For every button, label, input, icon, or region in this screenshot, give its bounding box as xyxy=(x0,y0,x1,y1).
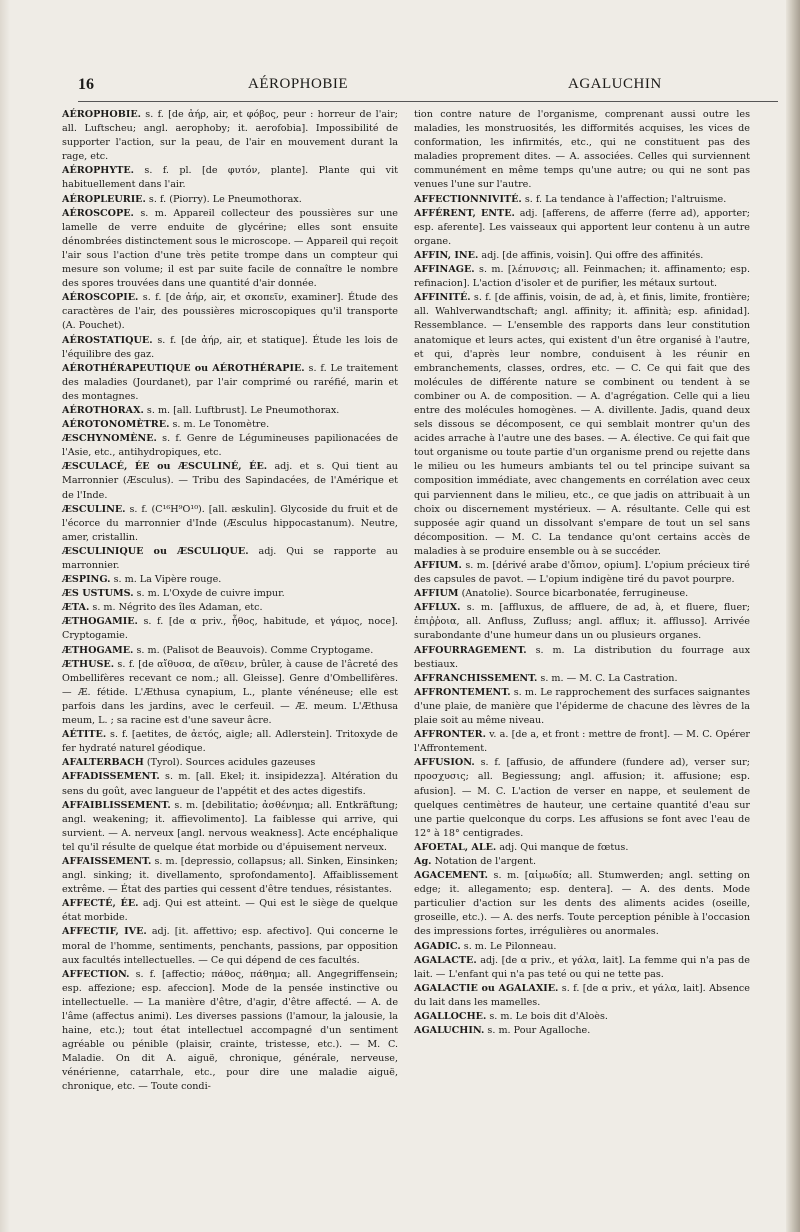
dictionary-entry xyxy=(414,869,750,939)
entry-definition: s. f. [de ἀήρ, air, et σκοπεῖν, examiner]. Étude des caractères de l'air, des poussières microscopiques qu'il transporte (A. Pouchet). xyxy=(62,292,398,332)
entry-definition: s. m. Le Tonomètre. xyxy=(172,419,270,431)
running-header xyxy=(48,76,778,98)
book-spine-edge xyxy=(786,0,800,1232)
dictionary-entry xyxy=(62,404,398,418)
entry-headword: AFFIN, INE. xyxy=(414,249,479,261)
entry-headword: AFALTERBACH xyxy=(62,757,144,769)
entry-definition: s. f. [de ἀήρ, air, et φόβος, peur : horreur de l'air; all. Luftscheu; angl. aerophoby; it. aerofobia]. Impossibilité de supporter l'action, sur la peau, de l'air en mouvement durant la rage, etc. xyxy=(62,109,398,163)
entry-headword: AFFUSION. xyxy=(414,757,475,769)
entry-definition: s. f. (C¹⁶H⁹O¹⁰). [all. æskulin]. Glycoside du fruit et de l'écorce du marronnier d'Inde (Æsculus hippocastanum). Neutre, amer, cristallin. xyxy=(62,503,398,543)
dictionary-entry xyxy=(62,756,398,770)
dictionary-entry xyxy=(414,841,750,855)
page-left-edge xyxy=(0,0,10,1232)
entry-definition: s. m. La distribution du fourrage aux bestiaux. xyxy=(414,644,750,670)
dictionary-entry xyxy=(414,559,750,587)
dictionary-entry xyxy=(62,545,398,573)
dictionary-entry xyxy=(62,644,398,658)
entry-headword: ÆSCULINE. xyxy=(62,503,126,515)
entry-definition: s. m. [λέπυνσις; all. Feinmachen; it. affinamento; esp. refinacion]. L'action d'isoler et de purifier, les métaux surtout. xyxy=(414,264,750,290)
entry-definition: s. m. Le bois dit d'Aloès. xyxy=(489,1011,608,1022)
entry-definition: s. f. (Piorry). Le Pneumothorax. xyxy=(148,193,302,205)
entry-headword: AÉROTONOMÈTRE. xyxy=(62,419,170,431)
entry-definition: s. f. [de αἴθυσα, de αἴθειν, brûler, à cause de l'âcreté des Ombellifères recevant ce nom.; all. Gleisse]. Genre d'Ombellifères. — Æ. fétide. L'Æthusa cynapium, L., plante vénéneuse; elle est parfois dans les jardins, avec le cerfeuil. — Æ. meum. L'Æthusa meum, L. ; sa racine est d'une saveur âcre. xyxy=(62,658,398,727)
entry-definition: adj. Qui se rapporte au marronnier. xyxy=(62,545,398,571)
entry-definition: s. m. Le Pilonneau. xyxy=(463,940,557,952)
entry-definition: s. m. Pour Agalloche. xyxy=(487,1025,591,1037)
dictionary-entry xyxy=(62,770,398,798)
dictionary-entry xyxy=(62,460,398,502)
dictionary-entry xyxy=(62,334,398,362)
entry-headword: ÆTHUSE. xyxy=(62,658,115,670)
dictionary-entry xyxy=(414,728,750,756)
entry-headword: AFFRONTEMENT. xyxy=(414,686,511,698)
entry-headword: AFOETAL, ALE. xyxy=(414,841,497,853)
entry-headword: AFFECTION. xyxy=(62,968,130,980)
left-running-head: AÉROPHOBIE xyxy=(248,76,349,92)
dictionary-entry xyxy=(414,954,750,982)
entry-headword: AFFADISSEMENT. xyxy=(62,771,160,783)
right-running-head: AGALUCHIN xyxy=(568,76,662,92)
dictionary-entry xyxy=(414,686,750,728)
header-rule xyxy=(78,101,778,102)
dictionary-entry xyxy=(62,897,398,925)
entry-definition: s. m. — M. C. La Castration. xyxy=(540,672,678,684)
entry-headword: AGALACTE. xyxy=(414,954,477,966)
entry-definition: s. m. [dérivé arabe d'ὄπιον, opium]. L'opium précieux tiré des capsules de pavot. — L'opium indigène tiré du pavot pourpre. xyxy=(414,560,750,586)
dictionary-entry xyxy=(62,799,398,855)
entry-headword: ÆTA. xyxy=(62,602,90,614)
entry-headword: AÉROPHOBIE. xyxy=(62,109,141,120)
dictionary-entry xyxy=(62,573,398,587)
dictionary-entry xyxy=(62,164,398,192)
entry-headword: AÉROSCOPIE. xyxy=(62,292,139,304)
entry-headword: AFFIUM xyxy=(414,588,459,600)
dictionary-entry xyxy=(62,658,398,728)
entry-headword: ÆS USTUMS. xyxy=(62,588,134,600)
entry-definition: s. m. La Vipère rouge. xyxy=(113,574,222,586)
entry-definition: s. f. [affusio, de affundere (fundere ad), verser sur; προσχυσις; all. Begiessung; angl. affusion; it. affusione; esp. afusion]. — M. C. L'action de verser en nappe, et seulement de quelques centimètres de hauteur, une certaine quantité d'eau sur une partie quelconque du corps. Les affusions se font avec l'eau de 12° à 18° centigrades. xyxy=(414,757,750,839)
entry-headword: AÉTITE. xyxy=(62,729,107,741)
dictionary-entry xyxy=(62,601,398,615)
left-column xyxy=(62,108,398,1095)
entry-headword: AFFINITÉ. xyxy=(414,292,471,304)
dictionary-entry xyxy=(62,193,398,207)
entry-headword: AGADIC. xyxy=(414,940,461,952)
entry-definition: adj. Qui manque de fœtus. xyxy=(499,841,629,853)
entry-headword: AGALUCHIN. xyxy=(414,1025,485,1037)
entry-headword: AFFRANCHISSEMENT. xyxy=(414,672,538,684)
dictionary-entry xyxy=(414,940,750,954)
dictionary-entry xyxy=(414,601,750,643)
entry-definition: s. f. [de ἀήρ, air, et statique]. Étude les lois de l'équilibre des gaz. xyxy=(62,334,398,360)
dictionary-entry xyxy=(414,756,750,841)
dictionary-entry xyxy=(62,108,398,164)
entry-headword: AGALACTIE ou AGALAXIE. xyxy=(414,982,559,994)
dictionary-entry xyxy=(414,672,750,686)
entry-definition: s. f. [aetites, de ἀετός, aigle; all. Adlerstein]. Tritoxyde de fer hydraté naturel géodique. xyxy=(62,729,398,755)
entry-headword: AFFLUX. xyxy=(414,602,461,614)
dictionary-entry xyxy=(414,587,750,601)
entry-definition: s. m. [depressio, collapsus; all. Sinken, Einsinken; angl. sinking; it. divellamento, sprofondamento]. Affaiblissement extrême. — État des parties qui cessent d'être tendues, résistantes. xyxy=(62,855,398,896)
dictionary-entry xyxy=(62,855,398,897)
entry-definition: s. m. [αἱμωδία; all. Stumwerden; angl. setting on edge; it. allegamento; esp. dentera]. — A. des dents. Mode particulier d'action sur les dents des aliments acides (oseille, groseille, etc.). — A. des nerfs. Toute perception pénible à l'occasion des impressions fortes, irrégulières ou anormales. xyxy=(414,870,750,938)
entry-definition: (Tyrol). Sources acidules gazeuses xyxy=(146,757,316,769)
entry-headword: AFFECTÉ, ÉE. xyxy=(62,898,139,910)
entry-definition: Notation de l'argent. xyxy=(434,855,537,867)
entry-definition: s. m. Le rapprochement des surfaces saignantes d'une plaie, de manière que l'épiderme de chacune des lèvres de la plaie soit au même niveau. xyxy=(414,686,751,727)
right-column xyxy=(414,108,750,1038)
dictionary-entry xyxy=(414,108,750,193)
dictionary-entry xyxy=(62,362,398,404)
dictionary-entry xyxy=(414,263,750,291)
entry-headword: AÉROPHYTE. xyxy=(62,165,135,177)
entry-definition: s. f. La tendance à l'affection; l'altruisme. xyxy=(524,193,727,205)
entry-definition: adj. [de affinis, voisin]. Qui offre des affinités. xyxy=(481,249,704,261)
dictionary-entry xyxy=(62,291,398,333)
entry-headword: AFFRONTER. xyxy=(414,729,486,741)
entry-definition: s. m. [debilitatio; ἀσθένημα; all. Entkräftung; angl. weakening; it. affievolimento]. La faiblesse qui arrive, qui survient. — A. nerveux [angl. nervous weakness]. Acte encéphalique tel qu'il résulte de quelque état morbide ou d'épuisement nerveux. xyxy=(62,799,398,853)
entry-headword: ÆSCHYNOMÈNE. xyxy=(62,433,157,445)
entry-headword: AÉROSTATIQUE. xyxy=(62,334,153,346)
dictionary-entry xyxy=(62,418,398,432)
entry-definition: (Anatolie). Source bicarbonatée, ferrugineuse. xyxy=(461,588,689,600)
entry-definition: s. f. Le traitement des maladies (Jourdanet), par l'air comprimé ou raréfié, marin et des montagnes. xyxy=(62,362,398,402)
entry-definition: s. f. pl. [de φυτόν, plante]. Plante qui vit habituellement dans l'air. xyxy=(62,165,398,191)
entry-headword: AFFAIBLISSEMENT. xyxy=(62,799,171,811)
dictionary-entry xyxy=(414,193,750,207)
page-number: 16 xyxy=(78,76,94,93)
dictionary-entry xyxy=(62,968,398,1095)
entry-definition: s. f. Genre de Légumineuses papilionacées de l'Asie, etc., antihydropiques, etc. xyxy=(62,433,398,459)
entry-definition: adj. [de α priv., et γάλα, lait]. La femme qui n'a pas de lait. — L'enfant qui n'a pas teté ou qui ne tette pas. xyxy=(414,954,750,980)
entry-definition: s. f. [de α priv., et γάλα, lait]. Absence du lait dans les mamelles. xyxy=(414,982,750,1008)
entry-headword: AÉROTHÉRAPEUTIQUE ou AÉROTHÉRAPIE. xyxy=(62,362,305,374)
dictionary-entry xyxy=(62,432,398,460)
entry-definition: adj. Qui est atteint. — Qui est le siège de quelque état morbide. xyxy=(62,898,398,924)
entry-headword: ÆSCULACÉ, ÉE ou ÆSCULINÉ, ÉE. xyxy=(62,461,268,473)
dictionary-entry xyxy=(414,1024,750,1038)
entry-definition: adj. et s. Qui tient au Marronnier (Æsculus). — Tribu des Sapindacées, de l'Amérique et de l'Inde. xyxy=(62,461,398,501)
dictionary-entry xyxy=(414,207,750,249)
entry-definition: s. m. [all. Luftbrust]. Le Pneumothorax. xyxy=(146,404,340,416)
dictionary-entry xyxy=(414,855,750,869)
entry-definition: v. a. [de a, et front : mettre de front]. — M. C. Opérer l'Affrontement. xyxy=(414,729,750,755)
entry-definition: s. m. Appareil collecteur des poussières sur une lamelle de verre enduite de glycérine; elles sont ensuite dénombrées distinctement sous le microscope. — Appareil qui reçoit l'air sous l'action d'une très petite trompe dans un compteur qui mesure son volume; il est par suite facile de connaître le nombre des spores trouvées dans une quantité d'air donnée. xyxy=(62,207,398,290)
entry-definition: s. m. [all. Ekel; it. insipidezza]. Altération du sens du goût, avec langueur de l'appétit et des actes digestifs. xyxy=(62,771,398,797)
entry-headword: ÆSPING. xyxy=(62,574,111,586)
entry-headword: AFFECTIF, IVE. xyxy=(62,926,147,938)
entry-headword: AÉROTHORAX. xyxy=(62,404,144,416)
entry-headword: AFFÉRENT, ENTE. xyxy=(414,207,515,219)
dictionary-entry xyxy=(414,291,750,559)
entry-headword: AGALLOCHE. xyxy=(414,1011,487,1022)
entry-headword: ÆSCULINIQUE ou ÆSCULIQUE. xyxy=(62,545,249,557)
entry-definition: s. f. [de α priv., ἦθος, habitude, et γάμος, noce]. Cryptogamie. xyxy=(62,616,398,642)
dictionary-entry xyxy=(62,728,398,756)
entry-definition: s. f. [affectio; πάθος, πάθημα; all. Angegriffensein; esp. affezione; esp. afeccion]. Mode de la pensée instinctive ou intellectuelle. — La manière d'être, d'agir, d'être affecté. — A. de l'âme (affectus animi). Les diverses passions (l'amour, la jalousie, la haine, etc.); tout état intellectuel accompagné d'un sentiment agréable ou pénible (plaisir, crainte, tristesse, etc.). — M. C. Maladie. On dit A. aiguë, chronique, générale, nerveuse, vénérienne, catarrhale, etc., pour dire une maladie aiguë, chronique, etc. — Toute condi- xyxy=(62,968,398,1093)
dictionary-entry xyxy=(62,925,398,967)
dictionary-entry xyxy=(414,644,750,672)
entry-definition: adj. [it. affettivo; esp. afectivo]. Qui concerne le moral de l'homme, sentiments, penchants, passions, par opposition aux facultés intellectuelles. — Ce qui dépend de ces facultés. xyxy=(62,926,398,966)
dictionary-entry xyxy=(414,249,750,263)
dictionary-entry xyxy=(414,1010,750,1024)
entry-definition: s. f. [de affinis, voisin, de ad, à, et finis, limite, frontière; all. Wahlverwandtschaft; angl. affinity; it. affinità; esp. afinidad]. Ressemblance. — L'ensemble des rapports dans leur constitution anatomique et leurs actes, qui existent d'un être organisé à l'autre, et qui, d'après leur nombre, conduisent à les réunir en embranchements, classes, ordres, etc. — C. Ce qui fait que des molécules de différente nature se combinent ou tendent à se combiner ou A. de composition. — A. d'agrégation. Celle qui a lieu entre des molécules homogènes. — A. divillente. Jadis, quand deux sels dissous se décomposent, ce qui semblait montrer qu'un des acides arrache à l'autre une des bases. — A. élective. Ce qui fait que tout organisme ou toute partie d'un organisme prend ou rejette dans le milieu ou les humeurs ambiants tel ou tel principe suivant sa composition immédiate, avec changements en corrélation avec ceux qui parviennent dans le milieu, etc., ce que jadis on attribuait à un choix ou discernement mystérieux. — A. résultante. Celle qui est supposée agir quand un dissolvant s'empare de tout un sel sans décomposition. — M. C. La tendance qu'ont certains accès de maladies à se produire ensemble ou à se succéder. xyxy=(414,292,750,557)
entry-headword: AFFECTIONNIVITÉ. xyxy=(414,193,522,205)
entry-headword: AÉROPLEURIE. xyxy=(62,193,146,205)
entry-definition: adj. [afferens, de afferre (ferre ad), apporter; esp. aferente]. Les vaisseaux qui apportent leur contenu à un autre organe. xyxy=(414,207,750,247)
entry-headword: ÆTHOGAME. xyxy=(62,644,134,656)
dictionary-entry xyxy=(414,982,750,1010)
entry-headword: AFFAISSEMENT. xyxy=(62,855,152,867)
dictionary-entry xyxy=(62,615,398,643)
dictionary-entry xyxy=(62,207,398,292)
entry-definition: s. m. (Palisot de Beauvois). Comme Cryptogame. xyxy=(136,644,374,656)
entry-definition: s. m. [affluxus, de affluere, de ad, à, et fluere, fluer; ἐπιῤῥοια, all. Anfluss, Zufluss; angl. afflux; it. afflusso]. Arrivée surabondante d'une humeur dans un ou plusieurs organes. xyxy=(414,602,750,642)
entry-headword: Ag. xyxy=(414,855,432,867)
entry-headword: AÉROSCOPE. xyxy=(62,207,134,219)
entry-headword: ÆTHOGAMIE. xyxy=(62,616,138,628)
dictionary-entry xyxy=(62,587,398,601)
entry-definition: s. m. L'Oxyde de cuivre impur. xyxy=(136,588,285,600)
dictionary-entry xyxy=(62,503,398,545)
entry-definition: tion contre nature de l'organisme, comprenant aussi outre les maladies, les monstruosités, les difformités acquises, les vices de conformation, les infirmités, etc., qui ne constituent pas des maladies proprement dites. — A. associées. Celles qui surviennent communément en même temps qu'une autre; ou qui ne sont pas venues l'une sur l'autre. xyxy=(414,109,750,191)
entry-headword: AGACEMENT. xyxy=(414,870,488,882)
entry-headword: AFFINAGE. xyxy=(414,264,475,276)
entry-headword: AFFIUM. xyxy=(414,560,462,571)
entry-definition: s. m. Négrito des îles Adaman, etc. xyxy=(92,602,263,614)
entry-headword: AFFOURRAGEMENT. xyxy=(414,644,527,656)
